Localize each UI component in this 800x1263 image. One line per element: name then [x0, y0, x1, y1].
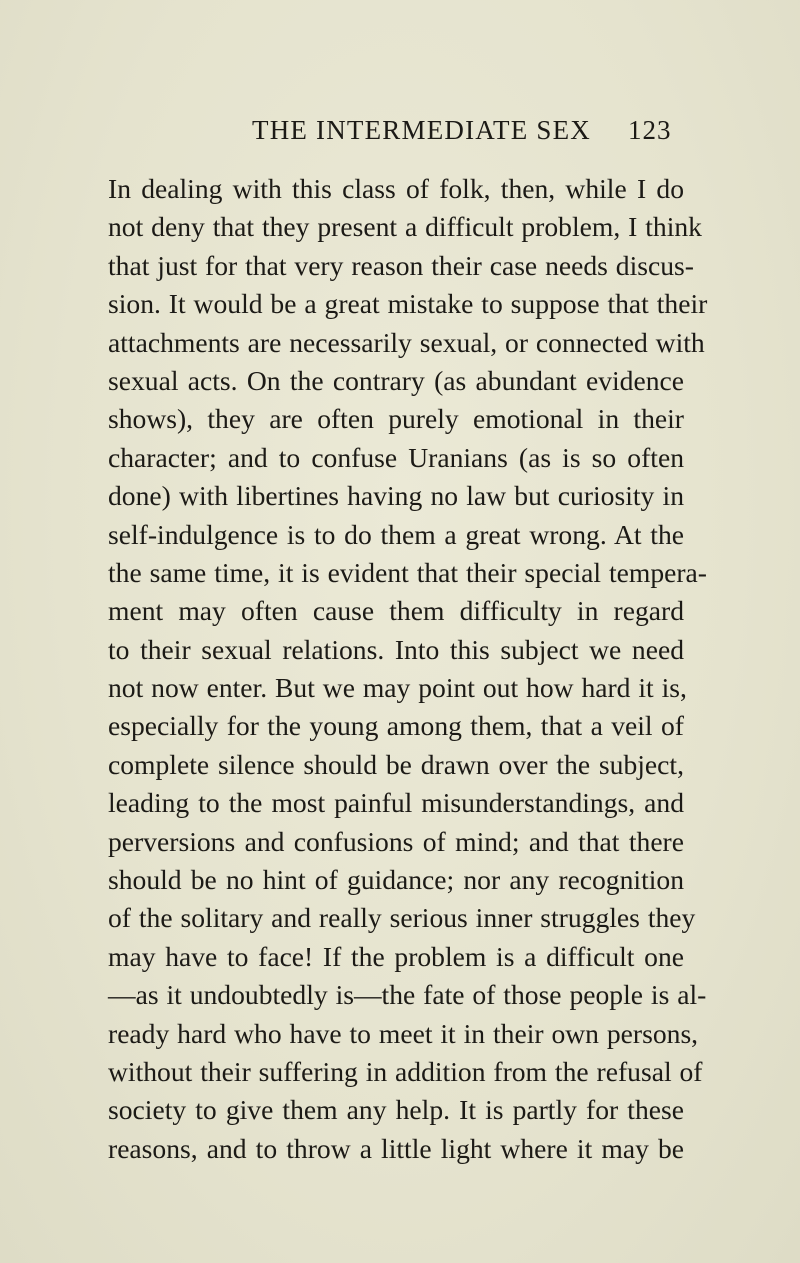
text-line: the same time, it is evident that their special tempera-: [108, 556, 707, 588]
text-line: leading to the most painful misunderstandings, and: [108, 787, 684, 819]
text-line: perversions and confusions of mind; and that there: [108, 825, 684, 857]
text-line: not now enter. But we may point out how hard it is,: [108, 672, 687, 704]
text-line: character; and to confuse Uranians (as is so often: [108, 441, 684, 473]
text-line: shows), they are often purely emotional in their: [108, 403, 684, 435]
text-line: may have to face! If the problem is a difficult one: [108, 940, 684, 972]
text-line: reasons, and to throw a little light where it may be: [108, 1132, 684, 1164]
text-line: sexual acts. On the contrary (as abundant evidence: [108, 364, 684, 396]
text-line: ready hard who have to meet it in their own persons,: [108, 1017, 699, 1049]
text-line: —as it undoubtedly is—the fate of those people is al-: [108, 979, 707, 1011]
text-line: especially for the young among them, that a veil of: [108, 710, 684, 742]
page-number: 123: [628, 115, 672, 145]
text-line: without their suffering in addition from the refusal of: [108, 1055, 703, 1087]
text-line: should be no hint of guidance; nor any recognition: [108, 864, 684, 896]
text-line: of the solitary and really serious inner struggles they: [108, 902, 696, 934]
text-line: that just for that very reason their case needs discus-: [108, 249, 694, 281]
text-line: attachments are necessarily sexual, or connected with: [108, 326, 705, 358]
running-title: THE INTERMEDIATE SEX: [252, 115, 591, 145]
text-line: In dealing with this class of folk, then, while I do: [108, 173, 684, 204]
text-line: done) with libertines having no law but curiosity in: [108, 480, 684, 512]
running-head: [0, 112, 800, 148]
text-line: complete silence should be drawn over the subject,: [108, 748, 684, 780]
text-line: self-indulgence is to do them a great wrong. At the: [108, 518, 684, 550]
text-line: ment may often cause them difficulty in regard: [108, 595, 684, 627]
body-paragraph: [108, 170, 708, 1168]
text-line: society to give them any help. It is partly for these: [108, 1094, 684, 1126]
text-line: not deny that they present a difficult problem, I think: [108, 211, 702, 243]
text-line: sion. It would be a great mistake to suppose that their: [108, 288, 708, 320]
text-line: to their sexual relations. Into this subject we need: [108, 633, 684, 665]
